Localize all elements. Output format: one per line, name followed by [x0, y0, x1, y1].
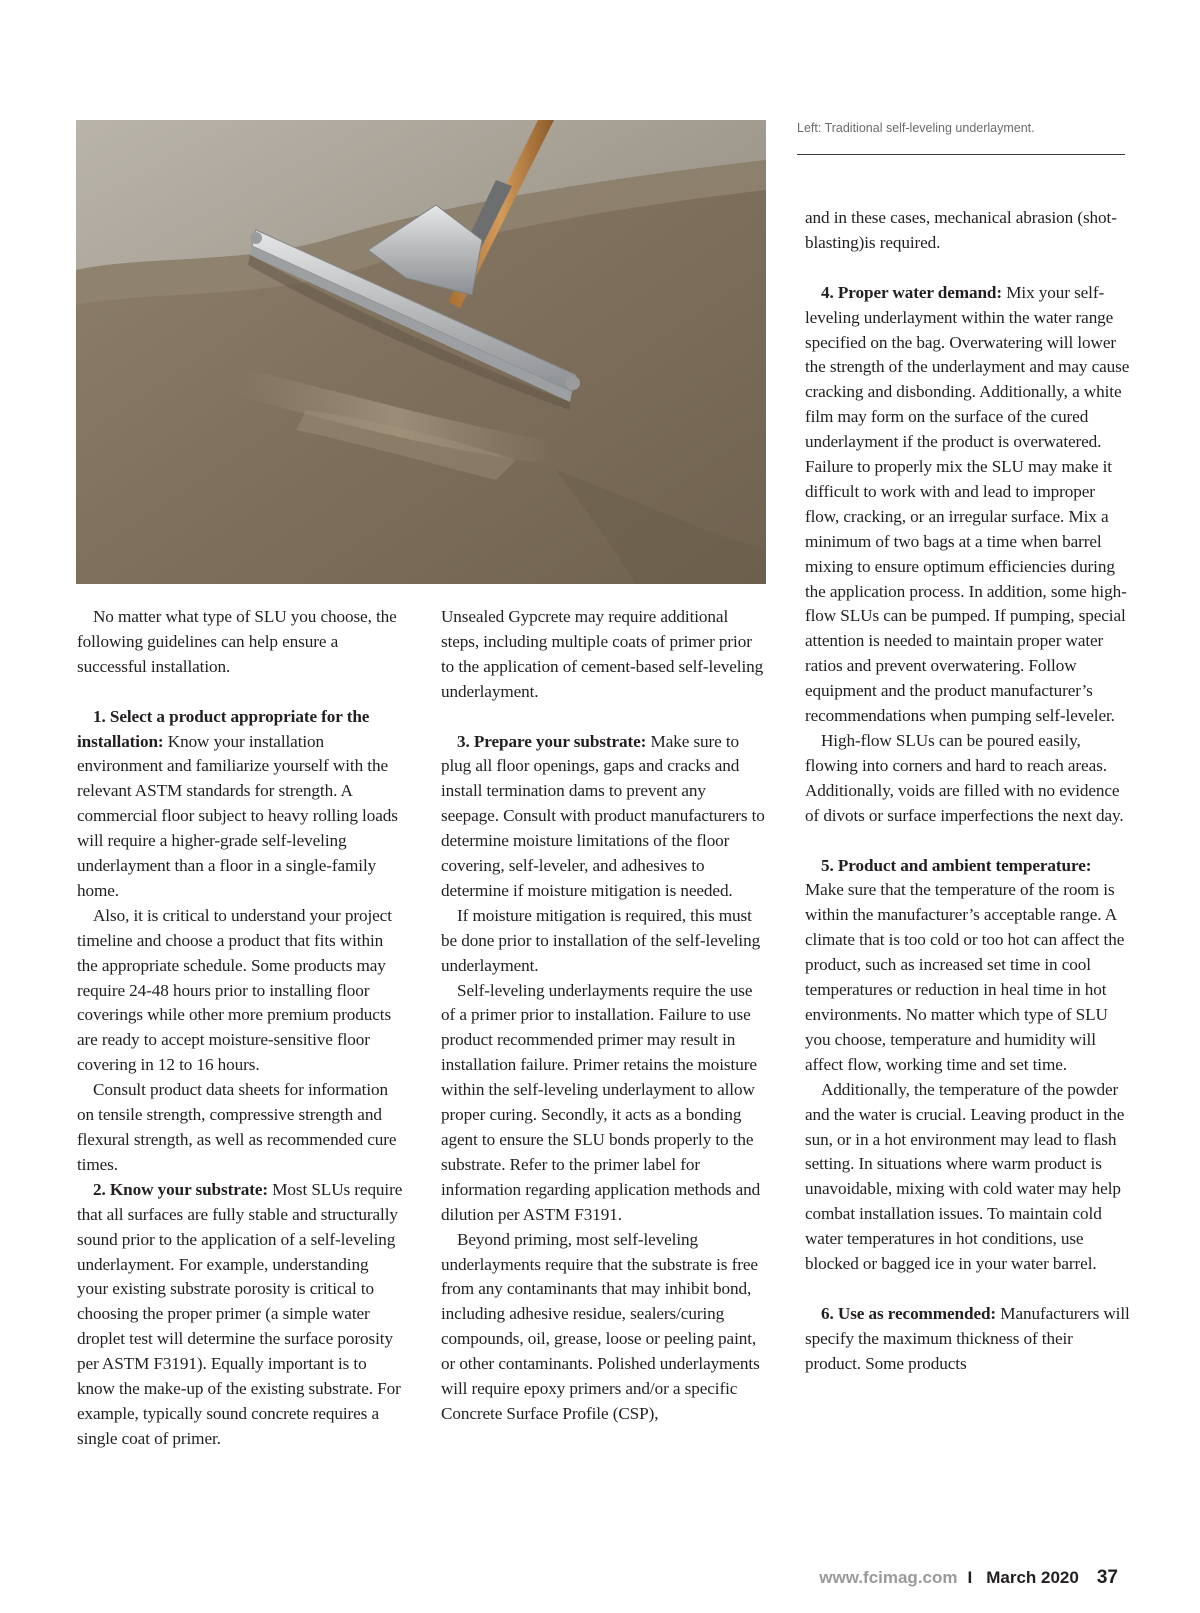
- paragraph-text: Self-leveling underlayments require the use of a primer prior to installation. Failure to use product recommended primer may result in installation failure. Primer retains the moisture within the self-leveling underlayment to allow proper curing. Secondly, it acts as a bonding agent to ensure the SLU bonds properly to the substrate. Refer to the primer label for information regarding application methods and dilution per ASTM F3191.: [441, 980, 761, 1224]
- article-column-2: [441, 605, 767, 1427]
- article-paragraph: [805, 854, 1131, 1078]
- paragraph-text: Also, it is critical to understand your project timeline and choose a product that fits within the appropriate schedule. Some products may require 24-48 hours prior to installing floor coverings while other more premium products are ready to accept moisture-sensitive floor covering in 12 to 16 hours.: [77, 905, 392, 1075]
- article-paragraph: [805, 206, 1131, 256]
- paragraph-text: Consult product data sheets for information on tensile strength, compressive strength and flexural strength, as well as recommended cure times.: [77, 1080, 397, 1174]
- article-paragraph: [805, 1078, 1131, 1277]
- article-paragraph: [805, 1302, 1131, 1377]
- section-heading: 2. Know your substrate:: [93, 1179, 268, 1199]
- article-paragraph: [77, 1178, 403, 1452]
- paragraph-text: Manufacturers will specify the maximum thickness of their product. Some products: [805, 1303, 1130, 1373]
- paragraph-text: Make sure to plug all floor openings, gaps and cracks and install termination dams to prevent any seepage. Consult with product manufacturers to determine moisture limitations of the floor covering, self-leveler, and adhesives to determine if moisture mitigation is needed.: [441, 731, 765, 900]
- article-paragraph: [441, 979, 767, 1228]
- paragraph-text: Additionally, the temperature of the powder and the water is crucial. Leaving product in the sun, or in a hot environment may lead to flash setting. In situations where warm product is unavoidable, mixing with cold water may help combat installation issues. To maintain cold water temperatures in hot conditions, use blocked or bagged ice in your water barrel.: [805, 1079, 1125, 1274]
- caption-divider: [797, 154, 1125, 155]
- page-number: 37: [1096, 1567, 1118, 1588]
- article-photo: [76, 120, 766, 584]
- section-heading: 6. Use as recommended:: [821, 1303, 997, 1323]
- footer-separator: I: [967, 1568, 973, 1587]
- paragraph-text: and in these cases, mechanical abrasion (shot-blasting)is required.: [805, 208, 1117, 252]
- paragraph-text: No matter what type of SLU you choose, the following guidelines can help ensure a successful installation.: [77, 607, 397, 676]
- article-paragraph: [77, 1078, 403, 1178]
- paragraph-text: Know your installation environment and familiarize yourself with the relevant ASTM standards for strength. A commercial floor subject to heavy rolling loads will require a higher-grade self-leveling underlayment than a floor in a single-family home.: [77, 731, 398, 900]
- paragraph-text: Mix your self-leveling underlayment within the water range specified on the bag. Overwatering will lower the strength of the underlayment and may cause cracking and disbonding. Additionally, a white film may form on the surface of the cured underlayment if the product is overwatered. Failure to properly mix the SLU may make it difficult to work with and lead to improper flow, cracking, or an irregular surface. Mix a minimum of two bags at a time when barrel mixing to ensure optimum efficiencies during the application process. In addition, some high-flow SLUs can be pumped. If pumping, special attention is needed to maintain proper water ratios and prevent overwatering. Follow equipment and the product manufacturer’s recommendations when pumping self-leveler.: [805, 282, 1130, 726]
- page-footer: [819, 1566, 1118, 1590]
- article-column-3: [805, 206, 1131, 1377]
- paragraph-text: Make sure that the temperature of the room is within the manufacturer’s acceptable range. A climate that is too cold or too hot can affect the product, such as increased set time in cool temperatures or reduction in heal time in hot environments. No matter which type of SLU you choose, temperature and humidity will affect flow, working time and set time.: [805, 880, 1125, 1074]
- paragraph-text: Beyond priming, most self-leveling underlayments require that the substrate is free from any contaminants that may inhibit bond, including adhesive residue, sealers/curing compounds, oil, grease, loose or peeling paint, or other contaminants. Polished underlayments will require epoxy primers and/or a specific Concrete Surface Profile (CSP),: [441, 1229, 760, 1423]
- article-column-1: [77, 605, 403, 1452]
- paragraph-text: High-flow SLUs can be poured easily, flowing into corners and hard to reach areas. Additionally, voids are filled with no evidence of divots or surface imperfections the next day.: [805, 731, 1124, 825]
- article-paragraph: [77, 605, 403, 680]
- photo-caption: Left: Traditional self-leveling underlayment.: [797, 121, 1035, 135]
- article-paragraph: [441, 1228, 767, 1427]
- section-heading: 5. Product and ambient temperature:: [821, 855, 1092, 875]
- article-paragraph: [77, 904, 403, 1078]
- section-heading: 4. Proper water demand:: [821, 282, 1003, 302]
- section-heading: 1. Select a product appropriate for the installation:: [77, 706, 370, 751]
- paragraph-text: Unsealed Gypcrete may require additional steps, including multiple coats of primer prior to the application of cement-based self-leveling underlayment.: [441, 607, 764, 701]
- paragraph-text: Most SLUs require that all surfaces are fully stable and structurally sound prior to the application of a self-leveling underlayment. For example, understanding your existing substrate porosity is critical to choosing the proper primer (a simple water droplet test will determine the surface porosity per ASTM F3191). Equally important is to know the make-up of the existing substrate. For example, typically sound concrete requires a single coat of primer.: [77, 1179, 403, 1448]
- section-heading: 3. Prepare your substrate:: [457, 731, 647, 751]
- article-paragraph: [805, 281, 1131, 729]
- squeegee-photo-illustration: [76, 120, 766, 584]
- article-paragraph: [441, 730, 767, 904]
- article-paragraph: [805, 729, 1131, 829]
- article-paragraph: [441, 904, 767, 979]
- footer-url[interactable]: www.fcimag.com: [819, 1568, 958, 1587]
- footer-date: March 2020: [986, 1568, 1079, 1587]
- paragraph-text: If moisture mitigation is required, this must be done prior to installation of the self-leveling underlayment.: [441, 905, 761, 975]
- article-paragraph: [441, 605, 767, 705]
- article-paragraph: [77, 705, 403, 904]
